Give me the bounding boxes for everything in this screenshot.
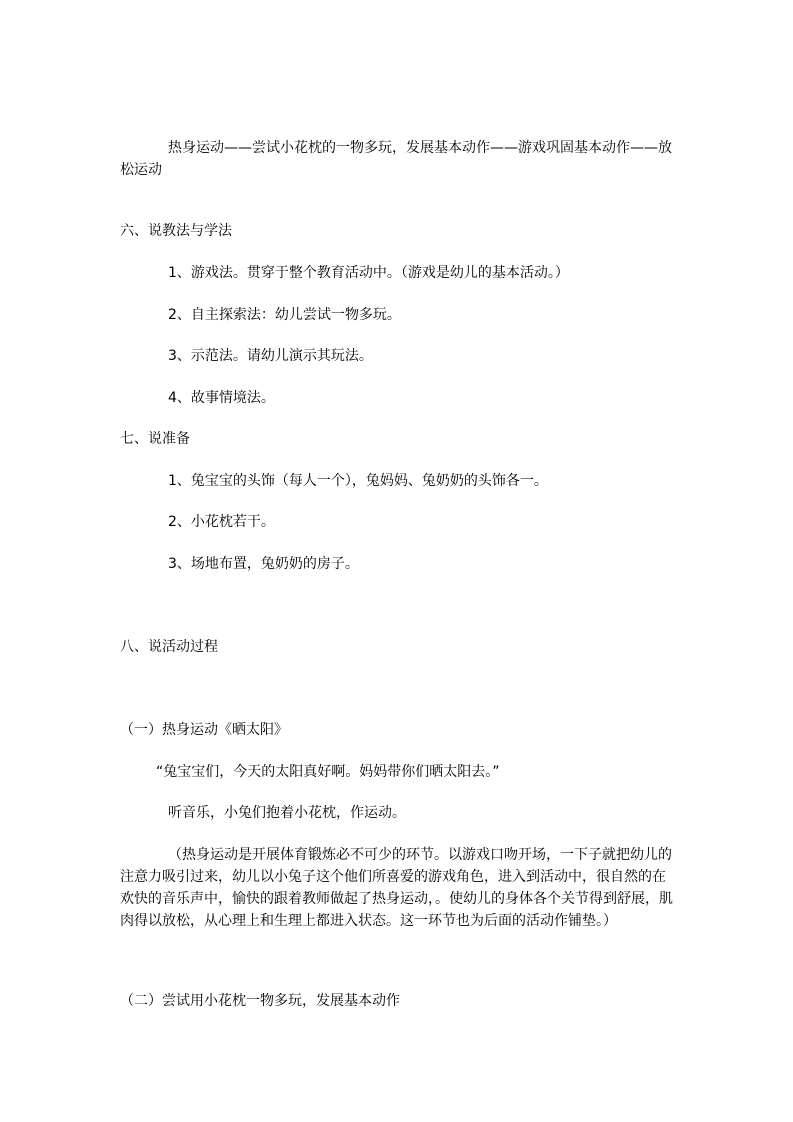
section-6-item-4: 4、故事情境法。 (168, 390, 275, 406)
section-6-heading: 六、说教法与学法 (120, 223, 232, 239)
section-6-item-2: 2、自主探索法：幼儿尝试一物多玩。 (168, 307, 401, 323)
section-7-item-1: 1、兔宝宝的头饰（每人一个），兔妈妈、兔奶奶的头饰各一。 (168, 473, 548, 489)
part-1-action: 听音乐，小兔们抱着小花枕，作运动。 (168, 805, 406, 821)
part-1-quote: “兔宝宝们，今天的太阳真好啊。妈妈带你们晒太阳去。” (156, 764, 500, 780)
section-7-heading: 七、说准备 (120, 431, 190, 447)
part-2-heading: （二）尝试用小花枕一物多玩，发展基本动作 (120, 993, 400, 1009)
section-7-item-2: 2、小花枕若干。 (168, 514, 275, 530)
section-6-item-1: 1、游戏法。贯穿于整个教育活动中。（游戏是幼儿的基本活动。） (168, 265, 569, 281)
section-7-item-3: 3、场地布置，兔奶奶的房子。 (168, 556, 359, 572)
intro-paragraph: 热身运动——尝试小花枕的一物多玩，发展基本动作——游戏巩固基本动作——放松运动 (120, 140, 672, 178)
part-1-note: （热身运动是开展体育锻炼必不可少的环节。以游戏口吻开场，一下子就把幼儿的注意力吸引过来，幼儿以小兔子这个他们所喜爱的游戏角色，进入到活动中，很自然的在欢快的音乐声中，愉快的跟着教师做起了热身运动，。使幼儿的身体各个关节得到舒展，肌肉得以放松，从心理上和生理上都进入状态。这一环节也为后面的活动作铺垫。） (120, 847, 673, 929)
part-1-heading: （一）热身运动《晒太阳》 (120, 722, 288, 738)
section-8-heading: 八、说活动过程 (120, 639, 218, 655)
section-6-item-3: 3、示范法。请幼儿演示其玩法。 (168, 348, 373, 364)
